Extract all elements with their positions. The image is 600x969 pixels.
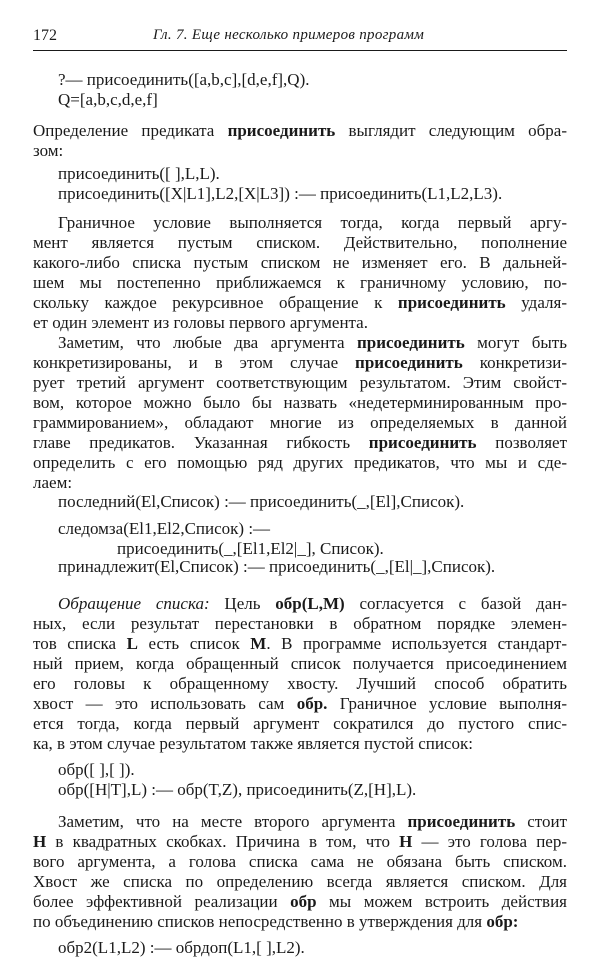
text-line: Определение предиката присоединить выглядит следующим обра- xyxy=(33,121,567,140)
code-line: присоединить([X|L1],L2,[X|L3]) :— присоединить(L1,L2,L3). xyxy=(58,184,503,203)
text-line: определить с его помощью ряд других предикатов, что мы и сде- xyxy=(33,453,567,472)
text-line: ных, если результат перестановки в обратном порядке элемен- xyxy=(33,614,567,633)
text-line: рует третий аргумент соответствующим результатом. Этим свойст- xyxy=(33,373,567,392)
code-line: обр2(L1,L2) :— обрдоп(L1,[ ],L2). xyxy=(58,938,305,957)
text-line: более эффективной реализации обр мы можем встроить действия xyxy=(33,892,567,911)
text-line: ется тогда, когда первый аргумент сократился до пустого спис- xyxy=(33,714,567,733)
text-line: тов списка L есть список M. В программе используется стандарт- xyxy=(33,634,567,653)
text-line: ет один элемент из головы первого аргумента. xyxy=(33,313,368,332)
text-line: ка, в этом случае результатом также является пустой список: xyxy=(33,734,473,753)
text-line: шем мы постепенно приближаемся к граничному условию, по- xyxy=(33,273,567,292)
code-line: последний(El,Список) :— присоединить(_,[El],Список). xyxy=(58,492,465,511)
text-line: вом, которое можно было бы назвать «недетерминированным про- xyxy=(33,393,567,412)
code-line: следомза(El1,El2,Список) :— xyxy=(58,519,271,538)
code-line: ?— присоединить([a,b,c],[d,e,f],Q). xyxy=(58,70,310,89)
text-line: конкретизированы, и в этом случае присоединить конкретизи- xyxy=(33,353,567,372)
text-line: лаем: xyxy=(33,473,73,492)
text-line: его головы к обращенному хвосту. Лучший способ обратить xyxy=(33,674,567,693)
text-line: ный прием, когда обращенный список получается присоединением xyxy=(33,654,567,673)
code-line: принадлежит(El,Список) :— присоединить(_,[El|_],Список). xyxy=(58,557,496,576)
text-line: зом: xyxy=(33,141,64,160)
text-line: хвост — это использовать сам обр. Граничное условие выполня- xyxy=(33,694,568,713)
text-line: Обращение списка: Цель обр(L,M) согласуется с базой дан- xyxy=(58,594,567,613)
text-line: вого аргумента, а голова списка сама не обязана быть списком. xyxy=(33,852,567,871)
page-header xyxy=(33,27,567,49)
running-title: Гл. 7. Еще несколько примеров программ xyxy=(153,27,425,43)
text-line: скольку каждое рекурсивное обращение к присоединить удаля- xyxy=(33,293,567,312)
code-line: обр([H|T],L) :— обр(T,Z), присоединить(Z,[H],L). xyxy=(58,780,417,799)
text-line: Заметим, что любые два аргумента присоединить могут быть xyxy=(58,333,567,352)
code-line: присоединить(_,[El1,El2|_], Список). xyxy=(117,539,384,558)
text-line: Хвост же списка по определению всегда является списком. Для xyxy=(33,872,567,891)
code-line: обр([ ],[ ]). xyxy=(58,760,135,779)
text-line: граммированием», обладают многие из определяемых в данной xyxy=(33,413,567,432)
text-line: главе предикатов. Указанная гибкость присоединить позволяет xyxy=(33,433,567,452)
text-line: по объединению списков непосредственно в утверждения для обр: xyxy=(33,912,519,931)
code-line: присоединить([ ],L,L). xyxy=(58,164,220,183)
header-rule xyxy=(33,50,567,51)
text-line: H в квадратных скобках. Причина в том, что H — это голова пер- xyxy=(33,832,568,851)
text-line: Заметим, что на месте второго аргумента присоединить стоит xyxy=(58,812,568,831)
code-line: Q=[a,b,c,d,e,f] xyxy=(58,90,158,109)
text-line: какого-либо списка пустым списком не изменяет его. В дальней- xyxy=(33,253,567,272)
text-line: Граничное условие выполняется тогда, когда первый аргу- xyxy=(58,213,567,232)
page-number: 172 xyxy=(33,27,57,44)
text-line: мент является пустым списком. Действительно, пополнение xyxy=(33,233,567,252)
